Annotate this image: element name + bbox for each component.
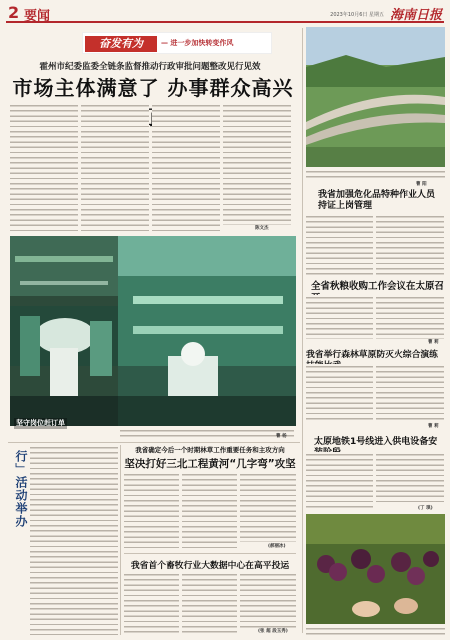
side4-byline: (丁 琪) xyxy=(418,506,433,511)
side3-byline: 曹 莉 xyxy=(428,424,439,429)
mid-byline: (郝丽冰) xyxy=(268,544,286,549)
mid-col3 xyxy=(240,472,296,542)
mid-headline: 坚决打好三北工程黄河“几字弯”攻坚 xyxy=(124,458,296,470)
section-name: 要闻 xyxy=(24,9,51,24)
column-divider xyxy=(302,28,303,633)
section-divider xyxy=(8,442,300,443)
railway-byline: 曹 阳 xyxy=(416,182,427,187)
factory-photo-wide xyxy=(118,236,296,426)
lead-text-col2 xyxy=(81,103,149,231)
bottom-col2 xyxy=(182,572,237,636)
photo-caption xyxy=(120,428,294,438)
issue-date: 2023年10月6日 星期五 xyxy=(330,12,384,18)
banner-slogan: 奋发有为 xyxy=(85,36,157,52)
banner-subtitle: — 进一步加快转变作风 xyxy=(161,39,234,47)
side3-col2 xyxy=(376,364,444,422)
lead-headline: 市场主体满意了 办事群众高兴 xyxy=(12,76,294,100)
factory-photo xyxy=(10,236,118,426)
side2-headline: 全省秋粮收购工作会议在太原召 xyxy=(311,281,445,292)
side1-col2 xyxy=(376,214,444,276)
masthead: 海南日报 xyxy=(389,8,442,23)
side1-col1 xyxy=(306,214,373,276)
photo-overlay-title: 坚守岗位赶订单 xyxy=(16,419,65,427)
grapes-caption xyxy=(306,626,445,636)
photo-byline: 曹 杨 xyxy=(276,434,287,439)
bottom-col1 xyxy=(124,572,179,636)
side3-headline: 我省举行森林草原防灭火综合演练 xyxy=(306,350,438,360)
mid-col2 xyxy=(182,472,237,548)
grapes-photo xyxy=(306,514,445,624)
bottom-byline: (张 超 段玉秀) xyxy=(258,629,288,634)
mid-col1 xyxy=(124,472,179,548)
lead-kicker: 霍州市纪委监委全链条监督推动行政审批问题整改见行见效 xyxy=(39,62,261,72)
page-header xyxy=(6,3,444,23)
side1-headline: 我省加强危化品特种作业人员持证上岗管理 xyxy=(318,190,436,212)
mid-kicker: 我省确定今后一个时期林草工作重要任务和主攻方向 xyxy=(135,446,285,454)
lead-byline: 陈文杰 xyxy=(255,226,269,231)
side4-col1 xyxy=(306,452,373,510)
bottom-divider xyxy=(124,553,296,554)
vertical-headline: 行」活动举办 xyxy=(14,450,28,528)
bottom-col3 xyxy=(240,572,296,628)
lead-text-col1 xyxy=(10,103,78,231)
side4-col2 xyxy=(376,452,444,504)
vertical-article-text xyxy=(30,445,118,635)
vertical-divider xyxy=(120,445,121,635)
side2-col2 xyxy=(376,295,444,339)
page-number: 2 xyxy=(8,3,20,22)
side4-headline: 太原地铁1号线进入供电设备安 xyxy=(314,437,438,447)
theme-banner xyxy=(82,32,272,54)
lead-text-col4 xyxy=(223,103,291,225)
lead-text-col3 xyxy=(152,103,220,231)
railway-photo xyxy=(306,27,445,167)
railway-caption xyxy=(306,169,445,179)
side2-byline: 曹 莉 xyxy=(428,340,439,345)
side3-col1 xyxy=(306,364,373,422)
side2-col1 xyxy=(306,295,373,339)
bottom-headline: 我省首个畜牧行业大数据中心在高平投运 xyxy=(130,561,290,571)
